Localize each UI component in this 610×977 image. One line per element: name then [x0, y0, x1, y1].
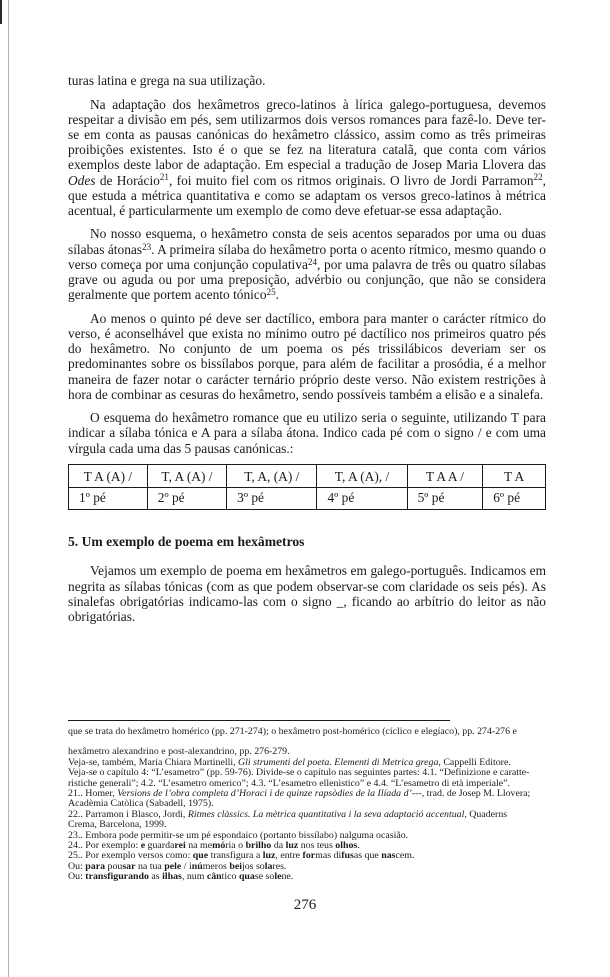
text-segment: Ritmes clàssics. La mètrica quantitativa i la seva adaptació accentual: [187, 808, 465, 820]
text-segment: ria o: [225, 840, 246, 852]
text-segment: 22.. Parramon i Blasco, Jordi,: [68, 808, 188, 820]
text-segment: ---, trad. de Josep M. Llovera;: [411, 788, 531, 800]
text-segment: se so: [254, 871, 275, 883]
text-segment: le: [274, 871, 282, 883]
text-segment: , que estuda a métrica quantitativa e como se adaptam os versos greco-latinos à métrica acentual, é particularmente um exemplo de como deve efetuar-se essa adaptação.: [68, 172, 546, 218]
text-segment: tico: [221, 871, 239, 883]
text-segment: 25: [266, 287, 276, 298]
text-segment: nú: [191, 860, 203, 872]
text-segment: Gli strumenti del poeta. Elementi di Metrica grega: [238, 756, 439, 768]
text-segment: luz: [285, 840, 299, 852]
text-segment: for: [302, 850, 316, 862]
text-segment: ilhas: [162, 871, 182, 883]
text-segment: hexâmetro alexandrino e post-alexandrino, pp. 276-279.: [68, 746, 290, 758]
text-segment: Vejamos um exemplo de poema em hexâmetros em galego-português. Indicamos em negrita as sílabas tónicas (com as que podem observar-se com claridade os seis pés). As sinalefas obrigatórias indicamo-las com o signo _, ficando ao arbítrio do leitor as não obrigatórias.: [68, 563, 546, 624]
text-segment: e: [140, 840, 146, 852]
text-segment: 21.. Homer,: [68, 788, 118, 800]
text-segment: , por uma palavra de três ou quatro sílabas grave ou aguda ou por uma preposição, advérbio ou conjunção, que não se considera geralmente que portem acento tónico: [68, 256, 546, 303]
paragraph: [68, 97, 546, 219]
text-segment: guarda: [145, 840, 175, 852]
text-segment: / i: [181, 860, 192, 872]
table-cell: 3º pé: [227, 488, 317, 510]
text-segment: 22: [533, 172, 543, 183]
text-segment: 23: [142, 241, 152, 252]
table-cell: 1º pé: [69, 488, 148, 510]
text-segment: fus: [341, 850, 354, 862]
text-segment: Ao menos o quinto pé deve ser dactílico, embora para manter o carácter rítmico do verso, é aconselhável que exista no mínimo outro pé dactílico nos primeiros quatro pés do hexâmetro. No conjunto de um poema os pés trissilábicos deveriam ser os predominantes sobre os bissílabos porque, para além de facilitar a prosódia, é a melhor maneira de fazer notar o carácter ternário próprio deste verso. Não existem restrições à hora de combinar as cesuras do hexâmetro, sendo possíveis também a elisão e a sinalefa.: [68, 310, 546, 402]
text-segment: na tua: [135, 860, 165, 872]
table-cell: T, A (A) /: [147, 465, 226, 488]
text-segment: as: [148, 871, 163, 883]
text-segment: , foi muito fiel com os ritmos originais. O livro de Jordi Parramon: [168, 172, 534, 188]
text-segment: as que: [353, 850, 382, 862]
text-segment: O esquema do hexâmetro romance que eu utilizo seria o seguinte, utilizando T para indicar a sílaba tónica e A para a sílaba átona. Indico cada pé com o signo / e com uma vírgula cada uma das 5 pausas canónicas.:: [68, 410, 546, 456]
table-cell: T A A /: [407, 465, 483, 488]
text-segment: la: [264, 860, 273, 872]
footnotes-block: [68, 720, 552, 883]
text-segment: cân: [206, 871, 222, 883]
text-segment: , Quaderns: [464, 808, 508, 820]
paragraph: [68, 73, 546, 88]
text-segment: Crema, Barcelona, 1999.: [68, 819, 167, 831]
text-segment: qua: [238, 871, 255, 883]
main-text-column: [68, 73, 546, 632]
text-segment: nos teus: [298, 840, 336, 852]
text-segment: Ou:: [68, 860, 86, 872]
text-segment: turas latina e grega na sua utilização.: [68, 73, 266, 88]
table-cell: T A: [483, 465, 546, 488]
text-segment: 21: [159, 172, 169, 183]
table-cell: T, A, (A) /: [227, 465, 317, 488]
text-segment: jos so: [241, 860, 265, 872]
footnote-line: [68, 727, 552, 737]
text-segment: ristiche generali”; 4.2. “L’esametro omerico”; 4.3. “L’esametro ellenistico” e 4.4. “L’esametro di età imperiale”.: [68, 777, 510, 789]
text-segment: transfigurando: [85, 871, 149, 883]
text-segment: mas di: [315, 850, 342, 862]
text-segment: 23.. Embora pode permitir-se um pé espondaico (portanto bissílabo) nalguma ocasião.: [68, 829, 409, 841]
text-segment: nas: [381, 850, 396, 862]
text-segment: bei: [229, 860, 242, 872]
intro-paragraphs: [68, 73, 546, 456]
text-segment: luz: [262, 850, 276, 862]
table-row-feet: [69, 488, 546, 510]
text-segment: Veja-se o capítulo 4: “L’esametro” (pp. 59-76). Divide-se o capítulo nas seguintes partes: 4.1. “Definizione e caratte-: [68, 767, 530, 779]
text-segment: cem.: [395, 850, 415, 862]
text-segment: de Horácio: [95, 172, 160, 188]
text-segment: , entre: [275, 850, 303, 862]
example-paragraph-container: [68, 563, 546, 624]
page-number: 276: [293, 897, 317, 913]
text-segment: Odes: [68, 172, 96, 188]
text-segment: .: [275, 287, 280, 303]
table-row-scheme: [69, 465, 546, 488]
text-segment: olhos: [335, 840, 358, 852]
text-segment: .: [357, 840, 360, 852]
text-segment: Acadèmia Catòlica (Sabadell, 1975).: [68, 798, 214, 810]
text-segment: 24: [307, 256, 318, 267]
text-segment: Na adaptação dos hexâmetros greco-latinos à lírica galego-portuguesa, devemos respeitar a divisão em pés, sem utilizarmos dois versos romances para fazê-lo. Deve ter-se em conta as pausas canónicas do hexâmetro clássico, assim como as três primeiras proibições existentes. Isto é o que se fez na literatura catalã, que conta com vários exemplos deste labor de adaptação. Em especial a tradução de Josep Maria Llovera das: [68, 96, 546, 173]
hexameter-feet-table: [68, 464, 546, 510]
text-segment: que se trata do hexâmetro homérico (pp. 271-274); o hexâmetro post-homérico (cíclico e elegíaco), pp. 274-276 e: [68, 726, 517, 737]
text-segment: Ou:: [68, 871, 86, 883]
footnote-line: [68, 872, 552, 882]
text-segment: . A primeira sílaba do hexâmetro porta o acento rítmico, mesmo quando o verso começa por uma conjunção copulativa: [68, 241, 546, 272]
paragraph: [68, 226, 546, 302]
text-segment: pou: [105, 860, 123, 872]
text-segment: sar: [122, 860, 136, 872]
text-segment: pele: [164, 860, 182, 872]
text-segment: Versions de l’obra completa d’Horaci i de quinze rapsòdies de la Ilíada d’: [117, 788, 412, 800]
table-cell: T A (A) /: [69, 465, 148, 488]
text-segment: No nosso esquema, o hexâmetro consta de seis acentos separados por uma ou duas sílabas átonas: [68, 226, 546, 257]
table-cell: T, A (A), /: [317, 465, 407, 488]
text-segment: mó: [212, 840, 226, 852]
table-cell: 2º pé: [147, 488, 226, 510]
paragraph: [68, 410, 546, 456]
text-segment: , Cappelli Editore.: [438, 756, 511, 768]
text-segment: brilho: [245, 840, 272, 852]
table-cell: 4º pé: [317, 488, 407, 510]
paragraph: [68, 311, 546, 402]
paragraph: [68, 563, 546, 624]
text-segment: na me: [185, 840, 213, 852]
text-segment: res.: [272, 860, 287, 872]
text-segment: que: [192, 850, 209, 862]
text-segment: meros: [202, 860, 230, 872]
text-segment: rei: [174, 840, 186, 852]
text-segment: Veja-se, também, Maria Chiara Martinelli,: [68, 756, 239, 768]
page-edge-mark: [0, 0, 2, 24]
footnote-separator: [68, 720, 450, 721]
footnote-lines: [68, 727, 552, 883]
table-cell: 6º pé: [483, 488, 546, 510]
text-segment: 25.. Por exemplo versos como:: [68, 850, 193, 862]
text-segment: ne.: [281, 871, 294, 883]
text-segment: transfigura a: [208, 850, 263, 862]
section-heading: 5. Um exemplo de poema em hexâmetros: [68, 534, 305, 550]
text-segment: da: [271, 840, 286, 852]
text-segment: , num: [181, 871, 207, 883]
page-edge-line: [8, 0, 9, 977]
table-cell: 5º pé: [407, 488, 483, 510]
text-segment: 24.. Por exemplo:: [68, 840, 141, 852]
text-segment: para: [85, 860, 106, 872]
